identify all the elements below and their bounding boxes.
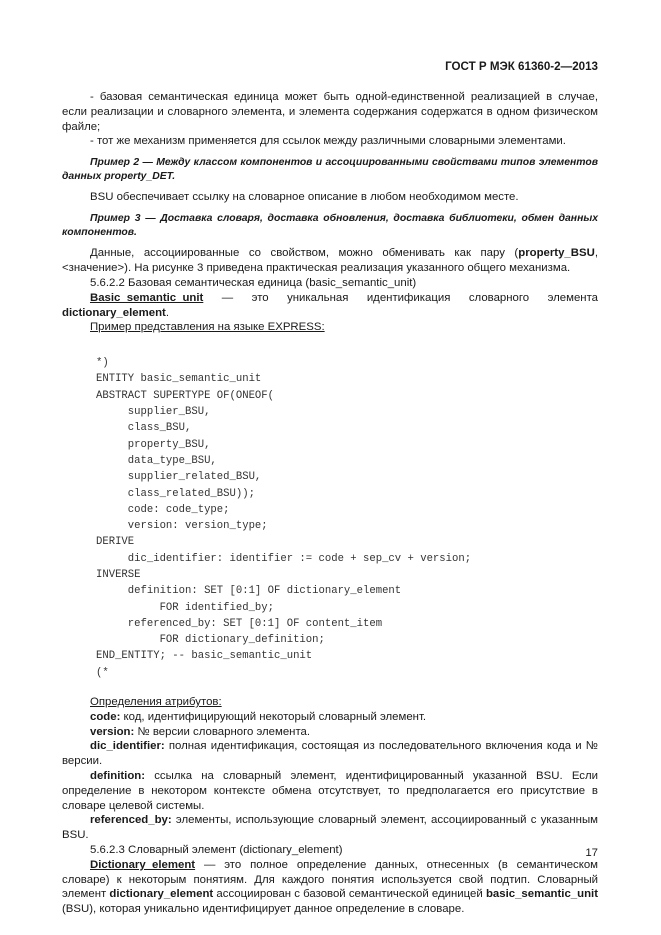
section-5-6-2-3-heading: 5.6.2.3 Словарный элемент (dictionary_element): [90, 844, 343, 857]
attr-definition: [62, 769, 598, 813]
dictionary-element-term: dictionary_element: [62, 306, 166, 319]
attr-term: dic_identifier:: [90, 740, 165, 753]
p4-text-a: Данные, ассоциированные со свойством, можно обменивать как пару (: [90, 247, 519, 260]
de-text-2: ассоциирован с базовой семантической единицей: [213, 888, 486, 901]
attr-term: version:: [90, 725, 135, 738]
express-code-block: *) ENTITY basic_semantic_unit ABSTRACT SUPERTYPE OF(ONEOF( supplier_BSU, class_BSU, property_BSU, data_type_BSU, supplier_related_BSU, class_related_BSU)); code: code_type; version: version_type; DERIVE dic_identifier: identifier := code + sep_cv + version; INVERSE definition: SET [0:1] OF dictionary_element FOR identified_by; referenced_by: SET [0:1] OF content_item FOR dictionary_definition; END_ENTITY; -- basic_semantic_unit (*: [96, 357, 472, 679]
attribute-definitions-heading: Определения атрибутов:: [90, 696, 222, 709]
attr-text: код, идентифицирующий некоторый словарный элемент.: [120, 710, 427, 723]
attr-text: полная идентификация, состоящая из последовательного включения кода и № версии.: [62, 740, 598, 768]
attr-referenced-by: [62, 813, 598, 843]
attr-text: элементы, использующие словарный элемент, ассоциированный с указанным BSU.: [62, 814, 598, 842]
page-number: 17: [585, 847, 598, 859]
de-text-3: (BSU), которая уникально идентифицирует данное определение в словаре.: [62, 903, 465, 916]
attr-code: [62, 710, 598, 725]
page-content: [62, 90, 598, 917]
p4-text-c: , <значение>). На рисунке 3 приведена практическая реализация указанного общего механизма.: [62, 247, 598, 275]
attr-text: ссылка на словарный элемент, идентифицированный указанной BSU. Если определение в некотором контексте обмена отсутствует, то предполагается его присутствие в словаре целевой системы.: [62, 770, 598, 812]
basic-semantic-unit-term: basic_semantic_unit: [485, 888, 598, 901]
de-text-1: — это полное определение данных, отнесенных (в семантическом словаре) к некоторым понятиям. Для каждого понятия используется свой подтип. Словарный элемент: [62, 858, 598, 901]
section-5-6-2-2-heading: 5.6.2.2 Базовая семантическая единица (basic_semantic_unit): [90, 276, 417, 289]
attr-version: [62, 725, 598, 740]
attr-text: № версии словарного элемента.: [134, 725, 311, 738]
dictionary-element-term: Dictionary_element: [90, 858, 196, 871]
bsu-term: Basic_semantic_unit: [90, 291, 204, 304]
paragraph-bsu-reference: BSU обеспечивает ссылку на словарное описание в любом необходимом месте.: [90, 191, 519, 204]
attr-term: definition:: [90, 770, 146, 783]
attr-dic-identifier: [62, 739, 598, 769]
paragraph-bsu-definition: [62, 291, 598, 321]
bsu-def-end: .: [165, 306, 169, 319]
standard-header: ГОСТ Р МЭК 61360-2—2013: [445, 60, 598, 73]
paragraph-property-pair: [62, 246, 598, 276]
paragraph-bsu-single-file: - базовая семантическая единица может быть одной-единственной реализацией в случае, если реализации и словарного элемента, и элемента содержания содержатся в одном физическом файле;: [62, 91, 598, 133]
express-example-heading: Пример представления на языке EXPRESS:: [90, 321, 325, 334]
example-2: Пример 2 — Между классом компонентов и ассоциированными свойствами типов элементов данных property_DET.: [62, 157, 598, 182]
property-bsu-term: property_BSU: [518, 247, 595, 260]
paragraph-dictionary-element: [62, 858, 598, 917]
attr-term: code:: [90, 710, 121, 723]
example-3: Пример 3 — Доставка словаря, доставка обновления, доставка библиотеки, обмен данных компонентов.: [62, 213, 598, 238]
dictionary-element-term-2: dictionary_element: [109, 888, 214, 901]
attr-term: referenced_by:: [90, 814, 172, 827]
paragraph-same-mechanism: - тот же механизм применяется для ссылок между различными словарными элементами.: [90, 135, 566, 148]
bsu-def-text: — это уникальная идентификация словарного элемента: [203, 291, 598, 304]
